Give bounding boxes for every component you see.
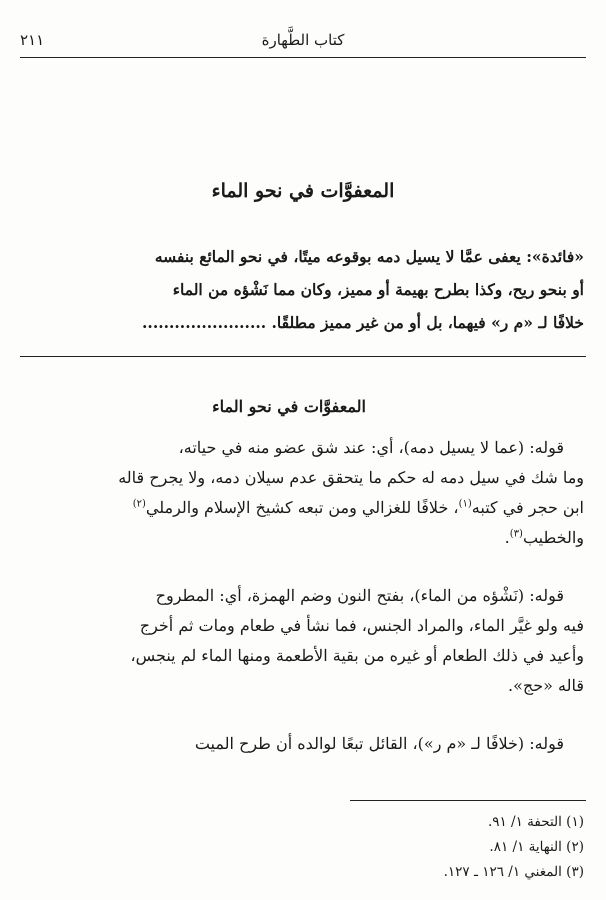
footnote-ref: (١)	[458, 498, 472, 510]
commentary-line: وأعيد في ذلك الطعام أو غيره من بقية الأطعمة ومنها الماء لم ينجس،	[130, 646, 584, 665]
footnote: (٣) المغني ١/ ١٢٦ ـ ١٢٧.	[443, 864, 584, 880]
matn-line: أو بنحو ريح، وكذا بطرح بهيمة أو مميز، وكان مما نَشْؤه من الماء	[172, 280, 584, 299]
section-separator	[20, 356, 586, 357]
running-title: كتاب الطَّهارة	[261, 31, 345, 49]
commentary-line: قوله: (عما لا يسيل دمه)، أي: عند شق عضو منه في حياته،	[178, 438, 564, 457]
commentary-text: ، خلافًا للغزالي ومن تبعه كشيخ الإسلام والرملي	[145, 498, 459, 517]
page-header	[20, 27, 586, 58]
commentary-text: والخطيب	[522, 528, 584, 547]
footnote: (١) التحفة ١/ ٩١.	[487, 814, 584, 830]
commentary-line: قوله: (نَشْؤه من الماء)، بفتح النون وضم الهمزة، أي: المطروح	[155, 586, 564, 605]
commentary-line: قاله «حج».	[508, 676, 584, 695]
matn-line: «فائدة»: يعفى عمَّا لا يسيل دمه بوقوعه ميتًا، في نحو المائع بنفسه	[154, 247, 584, 266]
matn-line: خلافًا لـ «م ر» فيهما، بل أو من غير مميز مطلقًا. .......................	[142, 313, 584, 332]
commentary-line: وما شك في سيل دمه له حكم ما يتحقق عدم سيلان دمه، ولا يجرح قاله	[118, 468, 584, 487]
page-number: ٢١١	[20, 31, 45, 49]
commentary-line: والخطيب$^{(٣)}$.	[504, 528, 584, 547]
footnotes	[20, 810, 584, 885]
commentary-paragraph	[20, 581, 584, 701]
commentary-line: قوله: (خلافًا لـ «م ر»)، القائل تبعًا لوالده أن طرح الميت	[194, 734, 564, 753]
commentary-line: فيه ولو غيَّر الماء، والمراد الجنس، فما نشأ في طعام ومات ثم أخرج	[139, 616, 584, 635]
sub-heading: المعفوَّات في نحو الماء	[212, 397, 366, 416]
commentary	[20, 433, 584, 787]
footnote-ref: (٢)	[132, 498, 146, 510]
commentary-text: ابن حجر في كتبه	[471, 498, 584, 517]
commentary-paragraph	[20, 433, 584, 553]
main-heading: المعفوَّات في نحو الماء	[211, 180, 395, 202]
footnote-rule	[350, 800, 586, 801]
footnote: (٢) النهاية ١/ ٨١.	[489, 839, 584, 855]
commentary-line	[20, 493, 584, 523]
commentary-paragraph	[20, 729, 584, 759]
footnote-ref: (٣)	[509, 528, 523, 540]
matn-text	[24, 240, 584, 339]
